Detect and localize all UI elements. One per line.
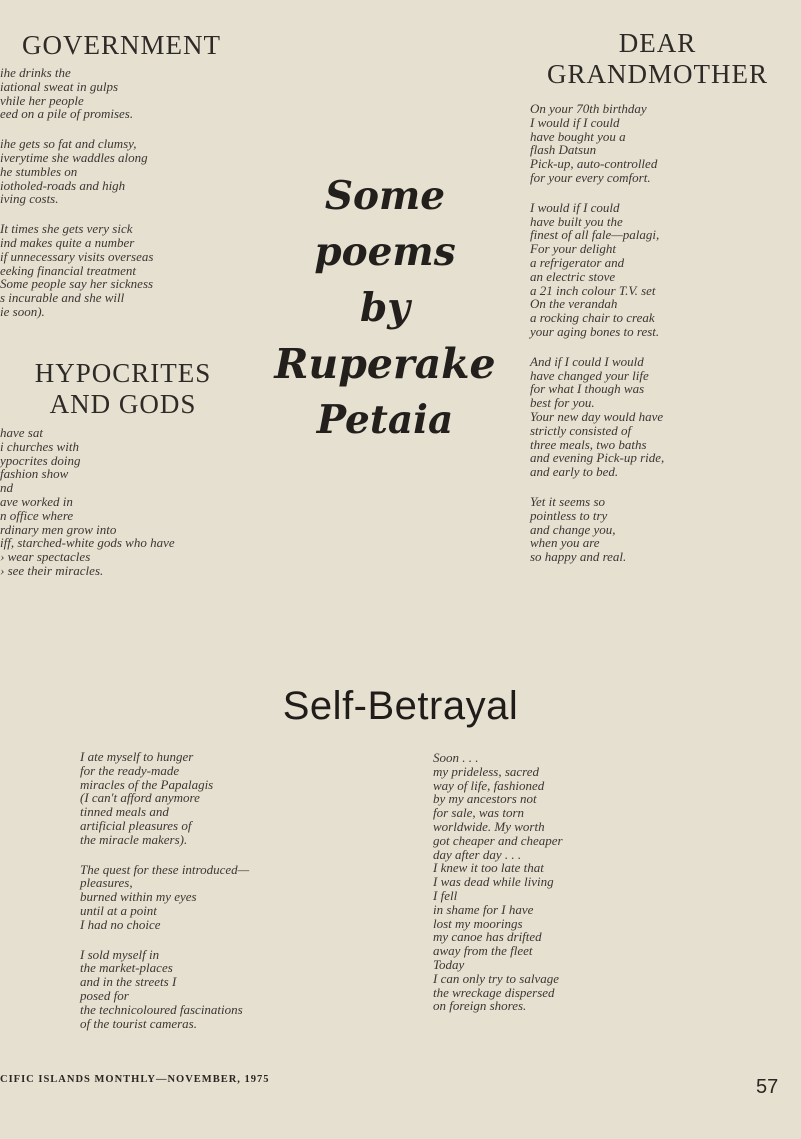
poem-line: I sold myself in [80,946,160,962]
poem-line: he stumbles on [0,163,78,179]
stanza [80,948,380,1031]
poem-line: Yet it seems so [530,493,605,509]
poem-title-line: DEAR [618,28,697,58]
poem-line: miracles of the Papalagis [80,776,214,792]
collection-title-line: poems [314,229,456,275]
poem-line: worldwide. My worth [433,818,545,834]
collection-title-line: by [360,285,410,331]
poem-line: Your new day would have [530,408,664,424]
poem-line: have bought you a [530,128,626,144]
poem-line: best for you. [530,395,595,411]
poem-body-dear-grandmother [530,102,790,580]
poem-line: finest of all fale—palagi, [530,227,660,243]
poem-line: On your 70th birthday [530,101,647,116]
poem-line: ave worked in [0,493,73,509]
poem-line: n office where [0,507,74,523]
poem-title-hypocrites-and-gods [18,358,228,420]
poem-line: burned within my eyes [80,889,197,905]
poem-line: for what I though was [530,381,645,397]
collection-title-line: Some [324,173,446,219]
poem-line: (I can't afford anymore [80,790,200,806]
poem-line: way of life, fashioned [433,777,545,793]
poem-line: of the tourist cameras. [80,1015,197,1031]
poem-line: rdinary men grow into [0,521,117,537]
poem-line: day after day . . . [433,846,522,862]
poem-line: away from the fleet [433,943,533,959]
poem-line: strictly consisted of [530,422,632,438]
poem-title-line: AND GODS [49,389,197,420]
poem-title-government: GOVERNMENT [22,30,221,60]
poem-line: the wreckage dispersed [433,984,555,1000]
poem-line: pointless to try [530,507,608,523]
poem-line: eed on a pile of promises. [0,106,134,122]
stanza [80,863,380,932]
poem-line: a refrigerator and [530,254,625,270]
poem-line: I can only try to salvage [433,970,559,986]
stanza [530,201,790,339]
poem-line: iational sweat in gulps [0,78,119,94]
poem-line: your aging bones to rest. [530,323,660,339]
poem-line: the technicoloured fascinations [80,1001,243,1017]
stanza [530,355,790,479]
poem-line: so happy and real. [530,549,627,565]
poem-line: For your delight [530,241,616,257]
poem-line: have built you the [530,213,623,229]
poem-line: vhile her people [0,92,84,108]
poem-line: the market-places [80,960,173,976]
poem-line: have changed your life [530,367,649,383]
poem-line: three meals, two baths [530,436,647,452]
poem-line: for the ready-made [80,762,180,778]
poem-line: And if I could I would [530,353,644,369]
poem-line: I had no choice [80,916,161,932]
poem-line: nd [0,480,13,496]
poem-line: ihe gets so fat and clumsy, [0,136,137,152]
stanza [80,750,380,847]
publication-footer: CIFIC ISLANDS MONTHLY—NOVEMBER, 1975 [0,1074,270,1085]
poem-line: for sale, was torn [433,805,525,821]
poem-body-self-betrayal-right [433,751,713,1029]
poem-line: and change you, [530,521,616,537]
poem-line: s incurable and she will [0,290,125,306]
poem-line: on foreign shores. [433,998,527,1014]
poem-line: tinned meals and [80,804,169,820]
stanza [0,426,240,578]
poem-line: in shame for I have [433,901,534,917]
poem-line: Soon . . . [433,750,479,765]
collection-title-line: Ruperake [274,340,496,388]
poem-line: and in the streets I [80,974,177,990]
stanza [530,102,790,185]
poem-line: a 21 inch colour T.V. set [530,282,656,298]
poem-line: my prideless, sacred [433,763,540,779]
poem-line: I would if I could [530,199,620,215]
stanza [433,751,713,1013]
poem-line: I fell [433,887,458,903]
stanza [530,495,790,564]
poem-line: an electric stove [530,268,616,284]
poem-line: I was dead while living [433,874,554,890]
poem-line: The quest for these introduced— [80,861,250,877]
poem-line: Some people say her sickness [0,276,154,292]
poem-line: I ate myself to hunger [80,749,194,764]
poem-line: Pick-up, auto-controlled [530,156,658,172]
stanza [0,137,230,206]
poem-title-self-betrayal: Self-Betrayal [282,684,519,728]
poem-line: have sat [0,425,43,440]
poem-line: Today [433,956,465,972]
poem-line: if unnecessary visits overseas [0,248,154,264]
poem-line: and evening Pick-up ride, [530,450,665,466]
stanza [0,222,230,319]
poem-line: until at a point [80,902,157,918]
poem-line: a rocking chair to creak [530,310,655,326]
poem-line: › wear spectacles [0,549,91,565]
poem-line: ie soon). [0,303,45,319]
poem-line: On the verandah [530,296,618,312]
poem-line: › see their miracles. [0,562,104,578]
poem-line: ypocrites doing [0,452,81,468]
poem-line: ind makes quite a number [0,234,135,250]
poem-line: It times she gets very sick [0,221,133,237]
poem-body-government [0,66,230,335]
poem-line: flash Datsun [530,142,597,158]
poem-line: artificial pleasures of [80,817,192,833]
poem-line: I would if I could [530,114,620,130]
poem-line: iotholed-roads and high [0,177,126,193]
poem-line: iverytime she waddles along [0,149,148,165]
poem-title-line: HYPOCRITES [34,358,212,388]
poem-line: eeking financial treatment [0,262,136,278]
poem-line: ihe drinks the [0,65,71,80]
poem-line: got cheaper and cheaper [433,832,563,848]
poem-line: I knew it too late that [433,860,544,876]
page-number: 57 [756,1076,779,1098]
poem-line: lost my moorings [433,915,523,931]
poem-line: the miracle makers). [80,831,188,847]
poem-line: by my ancestors not [433,791,537,807]
poem-title-line: GRANDMOTHER [546,59,768,90]
stanza [0,66,230,121]
poem-line: my canoe has drifted [433,929,542,945]
poem-body-self-betrayal-left [80,750,380,1046]
poem-line: iving costs. [0,191,59,207]
poem-line: i churches with [0,438,79,454]
poem-line: iff, starched-white gods who have [0,535,175,551]
poem-title-dear-grandmother [530,28,785,90]
poem-line: for your every comfort. [530,169,651,185]
poem-line: posed for [80,987,129,1003]
collection-title-line: Petaia [316,397,454,443]
poem-line: fashion show [0,466,69,482]
poem-line: pleasures, [80,875,133,891]
collection-title [265,168,505,448]
poem-body-hypocrites-and-gods [0,426,240,594]
poem-line: and early to bed. [530,464,619,480]
poem-line: when you are [530,535,600,551]
